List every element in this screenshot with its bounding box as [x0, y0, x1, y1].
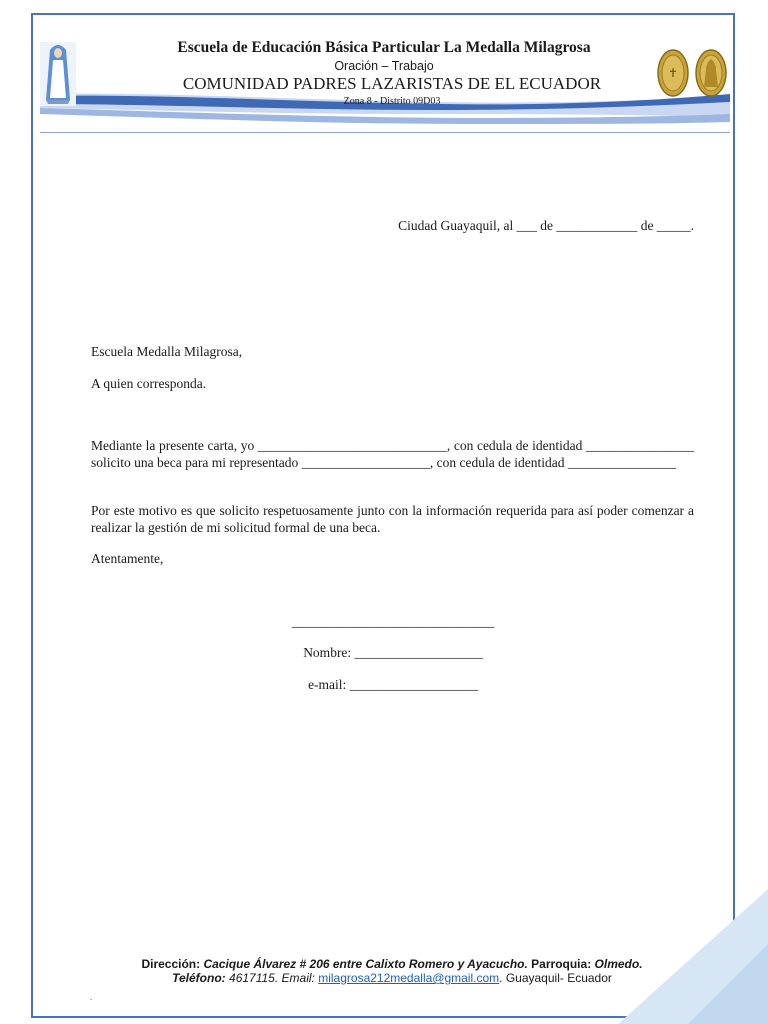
footer-address — [0, 957, 768, 971]
phone-value: 4617115. — [229, 971, 279, 985]
closing: Atentamente, — [91, 551, 164, 566]
community-title: COMUNIDAD PADRES LAZARISTAS DE EL ECUADOR — [182, 74, 602, 93]
parish-label: Parroquia: — [531, 957, 592, 971]
header-rule — [40, 132, 730, 133]
footer-contact — [0, 971, 768, 985]
footer-location: . Guayaquil- Ecuador — [499, 971, 612, 985]
address-label: Dirección: — [141, 957, 201, 971]
email-link[interactable]: milagrosa212medalla@gmail.com — [318, 971, 500, 985]
school-name: Escuela de Educación Básica Particular La Medalla Milagrosa — [177, 39, 591, 56]
email-label: Email: — [281, 971, 315, 985]
recipient: Escuela Medalla Milagrosa, — [91, 344, 243, 359]
svg-text:✝: ✝ — [667, 66, 679, 80]
body-paragraph-request: Mediante la presente carta, yo ____________________________, con cedula de identidad ________________ solicito una beca para mi representado ___________________, con cedula de identidad ________________ — [91, 438, 694, 470]
date-line: Ciudad Guayaquil, al ___ de ____________ de _____. — [398, 218, 694, 233]
email-field-line: e-mail: ___________________ — [308, 677, 478, 692]
parish-value: Olmedo. — [594, 957, 643, 971]
body-paragraph-reason: Por este motivo es que solicito respetuosamente junto con la información requerida para así poder comenzar a realizar la gestión de mi solicitud formal de una beca. — [91, 503, 694, 535]
phone-label: Teléfono: — [172, 971, 226, 985]
header-wave-banner — [40, 88, 730, 133]
address-value: Cacique Álvarez # 206 entre Calixto Romero y Ayacucho. — [203, 957, 528, 971]
school-motto: Oración – Trabajo — [334, 59, 434, 73]
name-field-line: Nombre: ___________________ — [303, 645, 483, 660]
stray-dot: . — [90, 993, 93, 1002]
zone-district: Zona 8 - Distrito 09D03 — [343, 96, 441, 107]
signature-line: ______________________________ — [291, 614, 495, 629]
salutation: A quien corresponda. — [91, 376, 207, 391]
